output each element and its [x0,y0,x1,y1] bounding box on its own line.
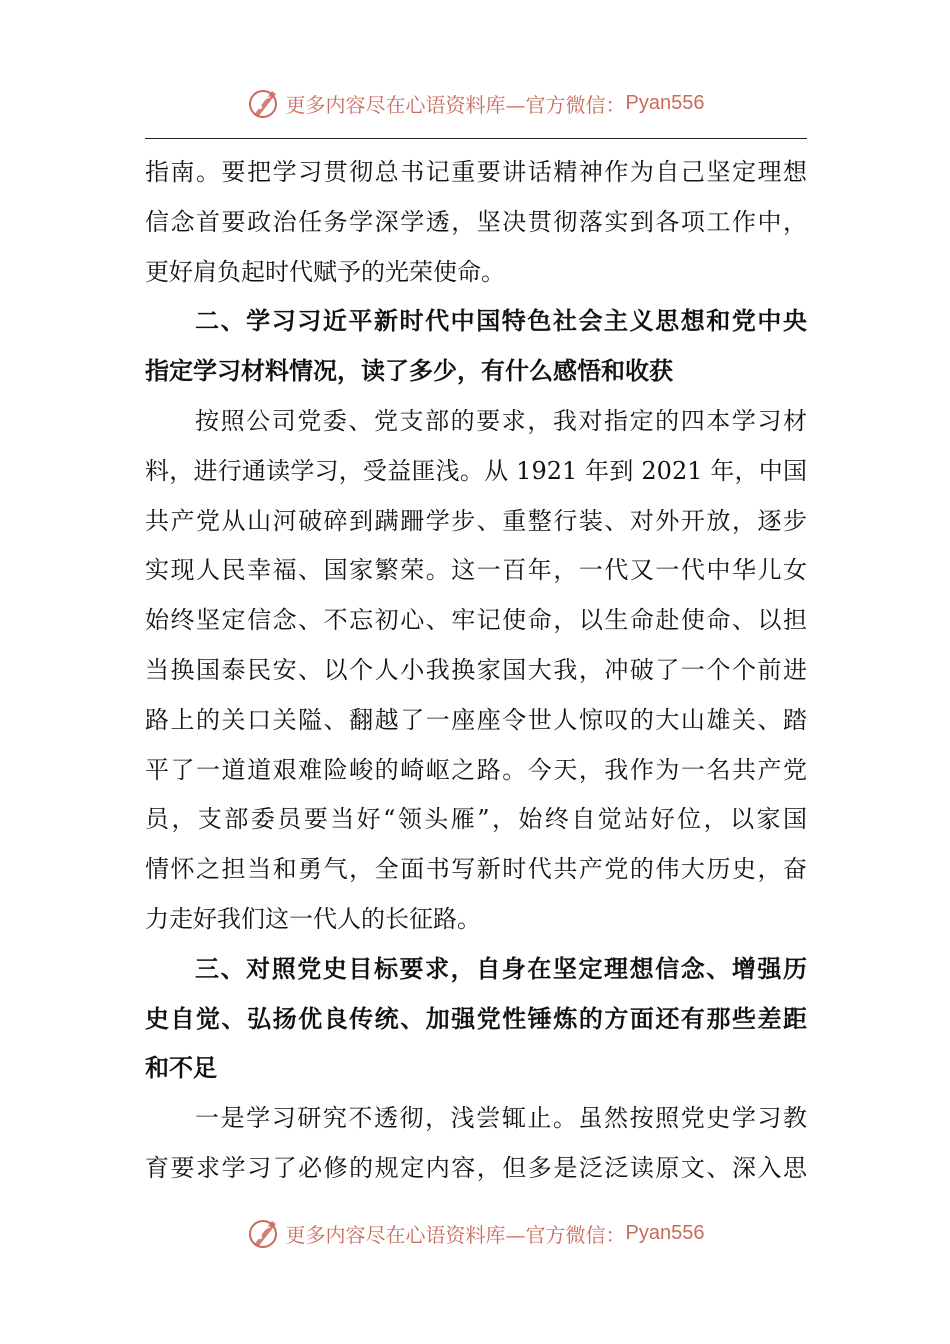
heading-line: 史自觉、弘扬优良传统、加强党性锤炼的方面还有那些差距 [145,1004,807,1033]
paragraph-line: 一是学习研究不透彻，浅尝辄止。虽然按照党史学习教 [195,1104,807,1133]
paragraph-line: 平了一道道艰难险峻的崎岖之路。今天，我作为一名共产党 [145,755,807,784]
paragraph-line: 按照公司党委、党支部的要求，我对指定的四本学习材 [195,406,807,435]
paragraph-line: 更好肩负起时代赋予的光荣使命。 [145,257,505,286]
document-body [145,148,807,1194]
paragraph-line: 信念首要政治任务学深学透，坚决贯彻落实到各项工作中， [145,207,807,236]
watermark-text: 更多内容尽在心语资料库—官方微信： [285,1222,626,1247]
heading-line: 二、学习习近平新时代中国特色社会主义思想和党中央 [195,307,807,336]
header-watermark [0,78,950,128]
footer-watermark [0,1208,950,1258]
paragraph-line: 指南。要把学习贯彻总书记重要讲话精神作为自己坚定理想 [145,158,807,186]
watermark-text: 更多内容尽在心语资料库—官方微信： [285,92,626,117]
paragraph-line: 情怀之担当和勇气，全面书写新时代共产党的伟大历史，奋 [145,855,807,884]
watermark-wechat-id: Pyan556 [625,91,705,114]
paragraph-line: 始终坚定信念、不忘初心、牢记使命，以生命赴使命、以担 [145,606,807,635]
paragraph-line: 员，支部委员要当好“领头雁”，始终自觉站好位，以家国 [145,805,807,834]
heading-line: 和不足 [145,1054,217,1083]
watermark-wechat-id: Pyan556 [625,1221,705,1244]
paragraph-line: 实现人民幸福、国家繁荣。这一百年，一代又一代中华儿女 [145,556,807,585]
paragraph-line: 当换国泰民安、以个人小我换家国大我，冲破了一个个前进 [145,655,807,684]
heading-line: 三、对照党史目标要求，自身在坚定理想信念、增强历 [195,954,807,983]
paragraph-line: 路上的关口关隘、翻越了一座座令世人惊叹的大山雄关、踏 [145,705,807,734]
paragraph-line: 料，进行通读学习，受益匪浅。从 1921 年到 2021 年，中国 [145,456,807,485]
quill-seal-icon [246,85,282,121]
paragraph-line: 共产党从山河破碎到蹒跚学步、重整行装、对外开放，逐步 [145,506,807,535]
quill-seal-icon [246,1215,282,1251]
header-rule [145,138,807,139]
paragraph-line: 育要求学习了必修的规定内容，但多是泛泛读原文、深入思 [145,1153,807,1182]
heading-line: 指定学习材料情况，读了多少，有什么感悟和收获 [145,357,673,386]
paragraph-line: 力走好我们这一代人的长征路。 [145,904,481,933]
